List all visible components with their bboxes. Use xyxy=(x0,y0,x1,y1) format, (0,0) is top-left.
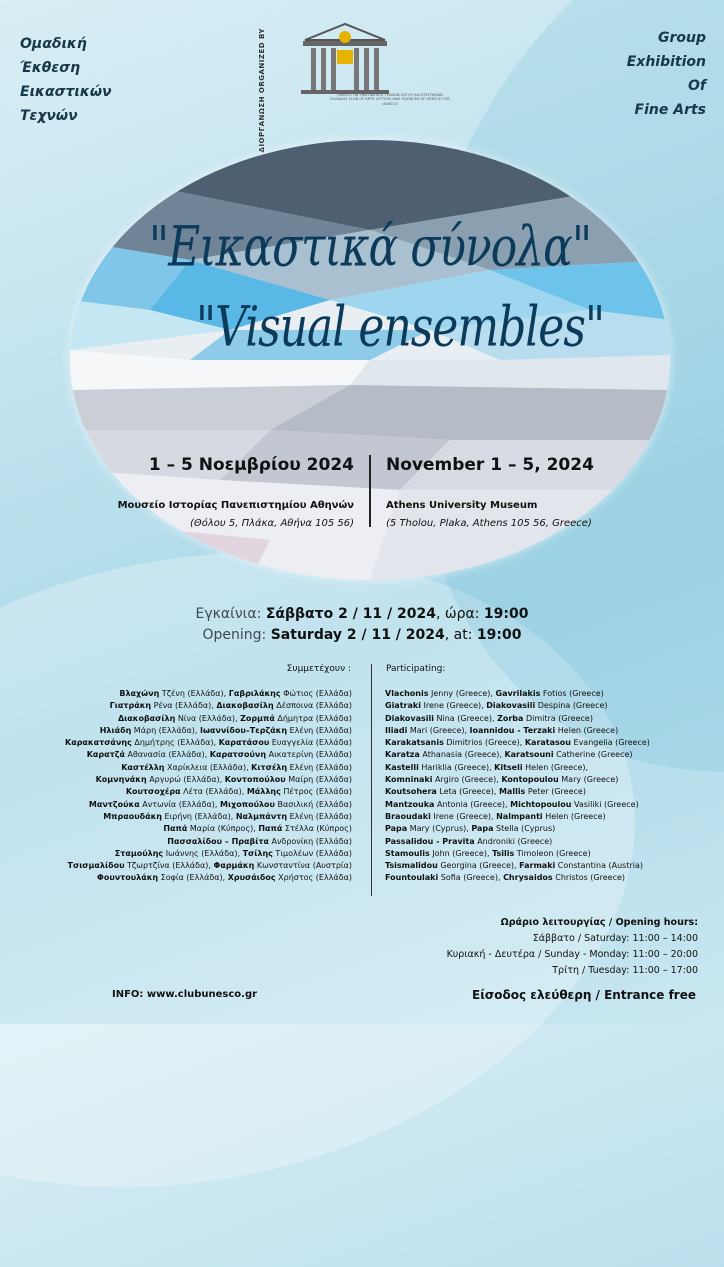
participant-surname: Τσίλης xyxy=(242,848,273,858)
participant-surname: Ναλμπάντη xyxy=(235,811,288,821)
participant-surname: Παπά xyxy=(163,824,188,834)
opening-english-label: Opening: xyxy=(202,627,267,643)
participant-details: Τιμολέων (Ελλάδα) xyxy=(272,848,352,858)
participant-surname: Κουτσοχέρα xyxy=(125,787,181,797)
participant-details: Δήμητρα (Ελλάδα) xyxy=(274,713,352,723)
participant-surname: Διακοβασίλη xyxy=(117,713,176,723)
opening-hours-title: Ωράριο λειτουργίας / Opening hours: xyxy=(500,917,698,928)
participant-details: Δέσποινα (Ελλάδα) xyxy=(273,701,352,711)
participant-details: Mari (Greece), xyxy=(407,725,470,735)
participant-row xyxy=(385,799,650,811)
participant-surname: Papa xyxy=(385,824,408,834)
participant-details: John (Greece), xyxy=(429,848,493,858)
participant-details: Δημήτρης (Ελλάδα), xyxy=(131,738,219,748)
participant-details: Σοφία (Ελλάδα), xyxy=(158,873,228,883)
participants-english-list xyxy=(385,688,650,885)
participant-details: Argiro (Greece), xyxy=(432,775,502,785)
participant-row xyxy=(65,749,352,761)
corner-english-line: Fine Arts xyxy=(634,102,706,118)
participant-surname: Μπραουδάκη xyxy=(103,811,162,821)
participant-details: Jenny (Greece), xyxy=(428,689,496,698)
participant-details: Leta (Greece), xyxy=(436,787,499,797)
participant-details: Νίνα (Ελλάδα), xyxy=(175,713,241,723)
participant-surname: Διακοβασίλη xyxy=(216,701,274,711)
participant-details: Μαρία (Κύπρος), xyxy=(187,824,259,834)
participant-details: Hariklia (Greece), xyxy=(418,762,495,772)
participant-details: Ανδρονίκη (Ελλάδα) xyxy=(268,836,352,846)
participant-surname: Κοντοπούλου xyxy=(224,775,286,785)
opening-greek-day: Σάββατο 2 / 11 / 2024 xyxy=(265,606,436,622)
opening-greek-time: 19:00 xyxy=(483,606,529,622)
participant-surname: Stamoulis xyxy=(385,848,430,858)
venue-greek-address: (Θόλου 5, Πλάκα, Αθήνα 105 56) xyxy=(189,518,354,529)
participant-row xyxy=(65,688,352,700)
participant-surname: Καρατζά xyxy=(86,750,125,760)
corner-greek-line: Τεχνών xyxy=(20,108,78,124)
participant-surname: Ηλιάδη xyxy=(99,725,132,735)
participant-surname: Tsismalidou xyxy=(385,861,438,871)
participant-surname: Mantzouka xyxy=(385,799,435,809)
dates-english: November 1 – 5, 2024 xyxy=(386,455,594,475)
participant-details: Μάρη (Ελλάδα), xyxy=(131,725,200,735)
participant-details: Χαρίκλεια (Ελλάδα), xyxy=(164,762,252,772)
participant-details: Φώτιος (Ελλάδα) xyxy=(280,689,352,698)
logo-caption: ΟΜΙΛΟΣ ΓΙΑ ΤΗΝ UNESCO ΤΕΧΝΩΝ ΛΟΓΟΥ ΚΑΙ ΕΠΙΣΤΗΜΩΝ ΕΛΛΑΔΟΣ CLUB OF ARTS LETTERS AND SCIENCES OF GREECE FOR UNESCO xyxy=(330,93,450,106)
venue-greek-name: Μουσείο Ιστορίας Πανεπιστημίου Αθηνών xyxy=(117,500,354,511)
participant-details: Evangelia (Greece) xyxy=(570,738,650,748)
opening-english-time: 19:00 xyxy=(476,627,522,643)
opening-hours xyxy=(447,915,698,979)
participant-details: Christos (Greece) xyxy=(552,873,626,883)
participant-surname: Καρατσούνη xyxy=(209,750,267,760)
participant-surname: Ζορμπά xyxy=(240,713,275,723)
participant-details: Λέτα (Ελλάδα), xyxy=(180,787,247,797)
participant-row xyxy=(385,860,650,872)
participant-surname: Nalmpanti xyxy=(496,811,543,821)
participant-surname: Chrysaidos xyxy=(503,873,553,883)
participant-row xyxy=(65,823,352,835)
info-website: INFO: www.clubunesco.gr xyxy=(112,989,258,1000)
participant-details: Ελένη (Ελλάδα) xyxy=(287,762,352,772)
corner-english-label xyxy=(627,26,706,122)
participant-surname: Karatasou xyxy=(524,738,571,748)
participant-row xyxy=(65,811,352,823)
participant-surname: Κιτσέλη xyxy=(251,762,288,772)
participant-surname: Karatsouni xyxy=(504,750,554,760)
participant-details: Ελένη (Ελλάδα) xyxy=(287,811,352,821)
participant-surname: Kitseli xyxy=(494,762,523,772)
participant-details: Peter (Greece) xyxy=(525,787,586,797)
participant-details: Georgina (Greece), xyxy=(437,861,520,871)
participant-surname: Τσισμαλίδου xyxy=(67,861,125,871)
participant-surname: Ioannidou - Terzaki xyxy=(469,725,556,735)
participant-details: Τζωρτζίνα (Ελλάδα), xyxy=(124,861,214,871)
participants-greek-heading: Συμμετέχουν : xyxy=(286,664,351,674)
participant-details: Athanasia (Greece), xyxy=(419,750,505,760)
participant-details: Androniki (Greece) xyxy=(474,836,553,846)
corner-english-line: Exhibition xyxy=(626,54,706,70)
organized-by-label: ΔΙΟΡΓΑΝΩΣΗ ORGANIZED BY xyxy=(258,28,266,153)
participant-details: Χρήστος (Ελλάδα) xyxy=(275,873,352,883)
participant-surname: Πασσαλίδου – Πραβίτα xyxy=(167,836,269,846)
dates-greek: 1 – 5 Νοεμβρίου 2024 xyxy=(148,455,354,475)
participant-surname: Diakovasili xyxy=(385,713,434,723)
title-english: "Visual ensembles" xyxy=(195,295,605,360)
venue-english-name: Athens University Museum xyxy=(386,500,538,511)
participant-surname: Karakatsanis xyxy=(385,738,444,748)
participant-details: Helen (Greece) xyxy=(555,725,619,735)
divider xyxy=(369,455,371,527)
corner-greek-line: Έκθεση xyxy=(20,60,81,76)
venue-greek xyxy=(60,497,354,533)
participant-row xyxy=(65,737,352,749)
participant-surname: Γαβριλάκης xyxy=(228,689,281,698)
participant-details: Fotios (Greece) xyxy=(540,689,604,698)
participant-details: Αικατερίνη (Ελλάδα) xyxy=(266,750,352,760)
opening-english-day: Saturday 2 / 11 / 2024 xyxy=(270,627,445,643)
participant-surname: Γιατράκη xyxy=(109,701,152,711)
participant-details: Ευαγγελία (Ελλάδα) xyxy=(269,738,352,748)
participant-details: Mary (Cyprus), xyxy=(407,824,472,834)
participant-row xyxy=(65,725,352,737)
corner-greek-line: Εικαστικών xyxy=(20,84,112,100)
participant-surname: Καρατάσου xyxy=(218,738,270,748)
participant-surname: Zorba xyxy=(497,713,524,723)
participant-details: Mary (Greece) xyxy=(558,775,619,785)
participant-surname: Braoudaki xyxy=(385,811,431,821)
participant-surname: Καρακατσάνης xyxy=(65,738,132,748)
opening-english xyxy=(0,627,724,643)
participants-greek-list xyxy=(65,688,352,885)
title-greek: "Εικαστικά σύνολα" xyxy=(148,215,592,280)
participant-details: Antonia (Greece), xyxy=(434,799,511,809)
participant-details: Dimitrios (Greece), xyxy=(443,738,525,748)
participant-row xyxy=(65,700,352,712)
participant-details: Βασιλική (Ελλάδα) xyxy=(274,799,352,809)
participant-row xyxy=(65,713,352,725)
participant-surname: Fountoulaki xyxy=(385,873,439,883)
participant-surname: Tsilis xyxy=(492,848,515,858)
participant-details: Despina (Greece) xyxy=(535,701,608,711)
participant-details: Irene (Greece), xyxy=(430,811,497,821)
participant-details: Timoleon (Greece) xyxy=(514,848,591,858)
participant-row xyxy=(385,823,650,835)
participant-row xyxy=(385,749,650,761)
participant-row xyxy=(65,774,352,786)
participant-details: Sofia (Greece), xyxy=(438,873,504,883)
participant-details: Αθανασία (Ελλάδα), xyxy=(124,750,210,760)
participants-divider xyxy=(371,664,372,896)
opening-hours-line: Κυριακή - Δευτέρα / Sunday - Monday: 11:00 – 20:00 xyxy=(446,949,698,960)
participant-surname: Koutsohera xyxy=(385,787,437,797)
participant-surname: Βλαχώνη xyxy=(119,689,160,698)
participant-details: Ιωάννης (Ελλάδα), xyxy=(163,848,243,858)
participant-surname: Vlachonis xyxy=(385,689,429,698)
participant-row xyxy=(385,688,650,700)
participant-surname: Φουντουλάκη xyxy=(97,873,159,883)
participant-surname: Karatza xyxy=(385,750,420,760)
participant-details: Ελένη (Ελλάδα) xyxy=(287,725,352,735)
participant-surname: Παπά xyxy=(258,824,283,834)
participant-row xyxy=(65,860,352,872)
participant-surname: Papa xyxy=(471,824,494,834)
participant-details: Constantina (Austria) xyxy=(555,861,644,871)
participant-row xyxy=(385,786,650,798)
participant-details: Στέλλα (Κύπρος) xyxy=(282,824,352,834)
participant-row xyxy=(385,713,650,725)
participant-surname: Mallis xyxy=(498,787,526,797)
participant-row xyxy=(385,762,650,774)
participant-details: Κωνσταντίνα (Αυστρία) xyxy=(254,861,352,871)
participant-surname: Μιχοπούλου xyxy=(220,799,275,809)
participant-row xyxy=(65,836,352,848)
participant-surname: Ιωαννίδου–Τερζάκη xyxy=(199,725,288,735)
opening-greek-label: Εγκαίνια: xyxy=(195,606,262,622)
participant-details: Αργυρώ (Ελλάδα), xyxy=(146,775,225,785)
corner-english-line: Group xyxy=(657,30,706,46)
participant-surname: Μαντζούκα xyxy=(88,799,140,809)
participant-row xyxy=(385,737,650,749)
venue-english xyxy=(386,497,592,533)
participant-details: Catherine (Greece) xyxy=(553,750,633,760)
participant-surname: Farmaki xyxy=(519,861,556,871)
participant-row xyxy=(65,786,352,798)
venue-english-address: (5 Tholou, Plaka, Athens 105 56, Greece) xyxy=(386,518,592,529)
opening-greek-time-label: , ώρα: xyxy=(436,606,480,622)
participant-surname: Diakovasili xyxy=(486,701,536,711)
participant-row xyxy=(385,848,650,860)
participant-details: Τζένη (Ελλάδα), xyxy=(159,689,229,698)
participants-english-heading: Participating: xyxy=(386,664,446,674)
corner-greek-line: Ομαδική xyxy=(20,36,87,52)
participant-row xyxy=(385,811,650,823)
participant-row xyxy=(65,848,352,860)
participant-surname: Passalidou - Pravita xyxy=(385,836,475,846)
participant-details: Πέτρος (Ελλάδα) xyxy=(280,787,352,797)
participant-surname: Φαρμάκη xyxy=(213,861,255,871)
opening-hours-line: Τρίτη / Tuesday: 11:00 – 17:00 xyxy=(552,965,698,976)
participant-row xyxy=(65,799,352,811)
participant-row xyxy=(385,774,650,786)
participant-surname: Kastelli xyxy=(385,762,419,772)
participant-row xyxy=(385,725,650,737)
participant-details: Stella (Cyprus) xyxy=(493,824,556,834)
participant-surname: Σταμούλης xyxy=(114,848,164,858)
participant-surname: Κομνηνάκη xyxy=(95,775,147,785)
participant-surname: Καστέλλη xyxy=(121,762,165,772)
participant-surname: Μάλλης xyxy=(246,787,281,797)
participant-details: Ρένα (Ελλάδα), xyxy=(151,701,217,711)
participant-surname: Giatraki xyxy=(385,701,421,711)
participant-details: Vasiliki (Greece) xyxy=(571,799,639,809)
corner-greek-label xyxy=(20,32,112,128)
participant-row xyxy=(385,700,650,712)
participant-details: Helen (Greece) xyxy=(542,811,606,821)
participant-surname: Gavrilakis xyxy=(495,689,541,698)
participant-details: Αντωνία (Ελλάδα), xyxy=(139,799,221,809)
corner-english-line: Of xyxy=(688,78,706,94)
participant-details: Ειρήνη (Ελλάδα), xyxy=(162,811,236,821)
participant-row xyxy=(65,872,352,884)
participant-row xyxy=(65,762,352,774)
participant-surname: Komninaki xyxy=(385,775,433,785)
participant-row xyxy=(385,872,650,884)
participant-details: Μαίρη (Ελλάδα) xyxy=(285,775,352,785)
participant-surname: Kontopoulou xyxy=(501,775,559,785)
participant-surname: Iliadi xyxy=(385,725,408,735)
participant-surname: Michtopoulou xyxy=(510,799,572,809)
participant-row xyxy=(385,836,650,848)
participant-details: Irene (Greece), xyxy=(420,701,487,711)
participant-details: Helen (Greece), xyxy=(522,762,589,772)
participant-details: Nina (Greece), xyxy=(433,713,498,723)
opening-hours-line: Σάββατο / Saturday: 11:00 – 14:00 xyxy=(532,933,698,944)
participant-details: Dimitra (Greece) xyxy=(523,713,593,723)
entrance-free: Είσοδος ελεύθερη / Entrance free xyxy=(472,988,696,1002)
opening-greek xyxy=(0,606,724,622)
opening-english-time-label: , at: xyxy=(444,627,473,643)
participant-surname: Χρυσάιδος xyxy=(227,873,276,883)
